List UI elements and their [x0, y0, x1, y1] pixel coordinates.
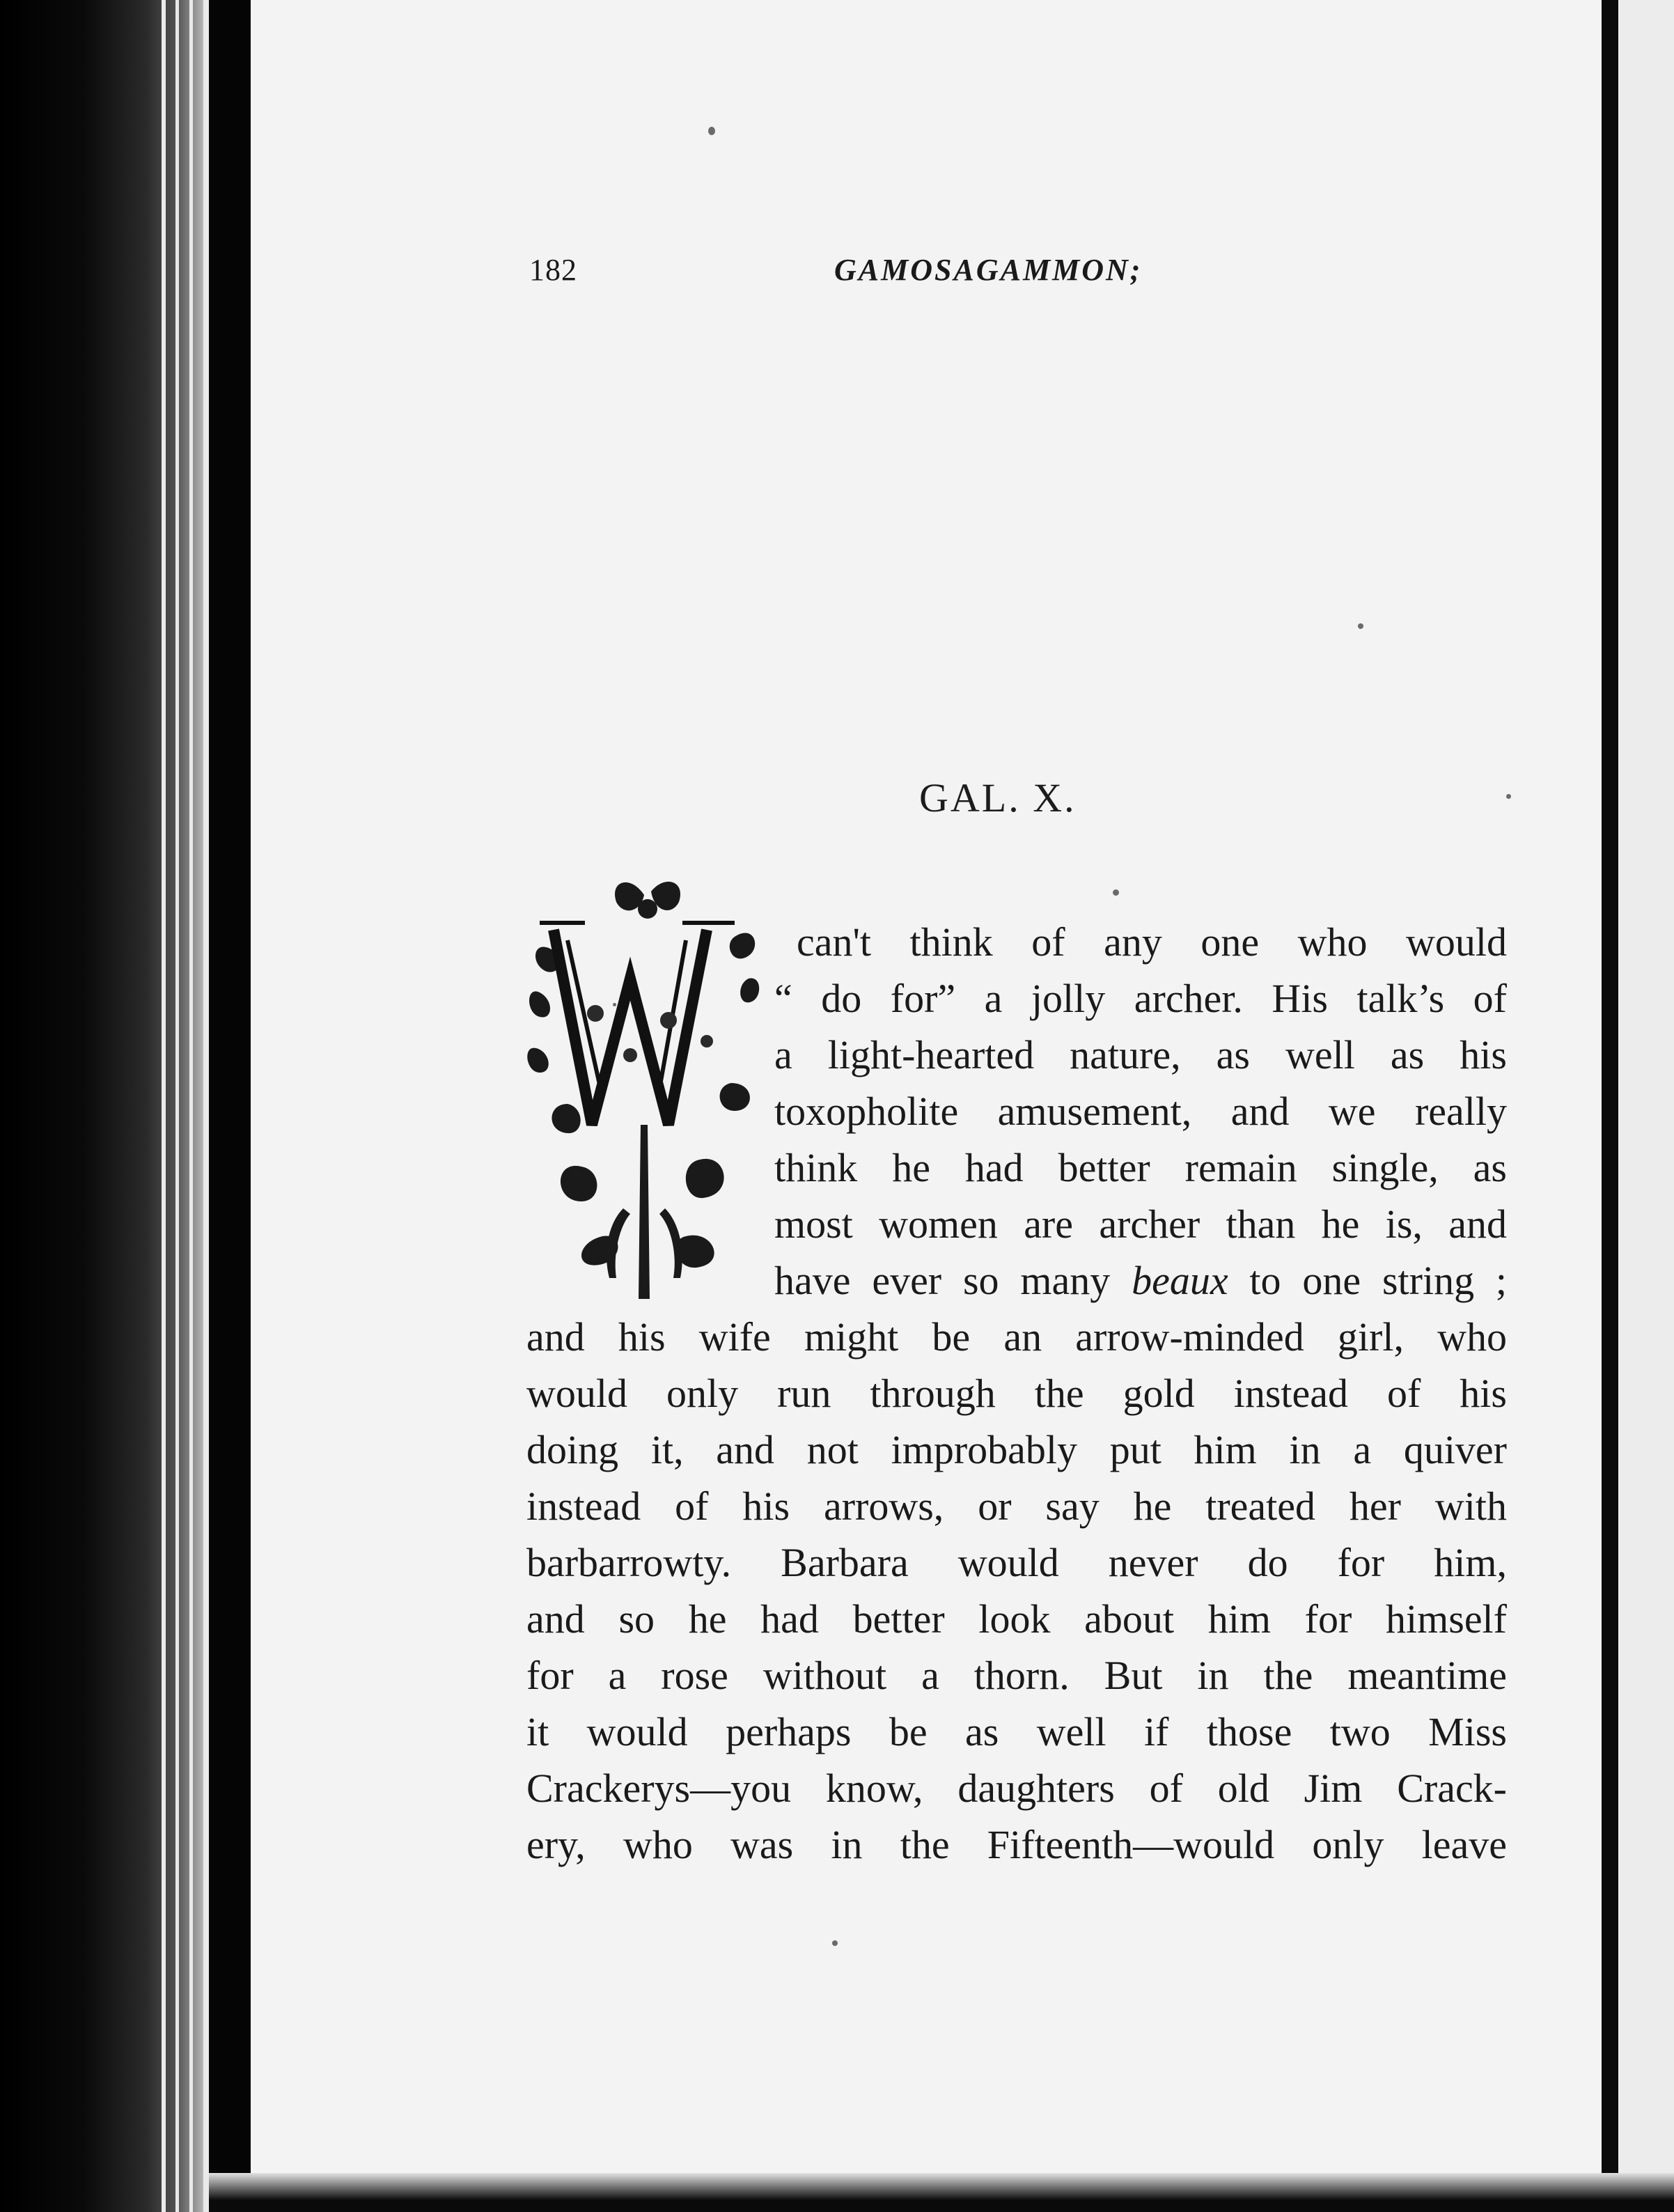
scan-speck	[1506, 794, 1511, 799]
spine-edge-line	[162, 0, 166, 2212]
text-line: a light-hearted nature, as well as his	[774, 1032, 1507, 1077]
text-line: for a rose without a thorn. But in the meantime	[526, 1653, 1507, 1698]
text-line: most women are archer than he is, and	[774, 1201, 1507, 1247]
scan-speck	[1113, 889, 1119, 896]
scan-speck	[1358, 623, 1363, 629]
spine-edge-line	[189, 0, 193, 2212]
text-line: would only run through the gold instead of his	[526, 1371, 1507, 1416]
facing-page-edge	[1618, 0, 1674, 2212]
text-line: think he had better remain single, as	[774, 1145, 1507, 1190]
body-text	[526, 914, 1507, 1873]
text-line	[774, 1252, 1507, 1309]
text-line: ery, who was in the Fifteenth—would only leave	[526, 1822, 1507, 1867]
text-segment: to one string ;	[1249, 1258, 1508, 1303]
text-line: doing it, and not improbably put him in a quiver	[526, 1427, 1507, 1472]
chapter-heading: GAL. X.	[919, 775, 1077, 820]
text-line: toxopholite amusement, and we really	[774, 1089, 1507, 1134]
page-bottom-edge	[209, 2173, 1674, 2212]
text-line: barbarrowty. Barbara would never do for him,	[526, 1540, 1507, 1585]
scan-speck	[708, 127, 715, 135]
text-line: and his wife might be an arrow-minded girl, who	[526, 1314, 1507, 1360]
text-segment: have ever so many	[774, 1258, 1111, 1303]
spine-edge-line	[203, 0, 209, 2212]
running-head	[529, 252, 1226, 301]
running-title: GAMOSAGAMMON;	[834, 253, 1143, 287]
text-line: it would perhaps be as well if those two Miss	[526, 1709, 1507, 1754]
text-line: “ do for” a jolly archer. His talk’s of	[774, 976, 1507, 1021]
text-line: and so he had better look about him for himself	[526, 1596, 1507, 1642]
text-line: Crackerys—you know, daughters of old Jim Crack-	[526, 1766, 1507, 1811]
italic-word: beaux	[1132, 1258, 1228, 1303]
page-number: 182	[529, 253, 577, 287]
spine-edge-line	[175, 0, 179, 2212]
text-line: can't think of any one who would	[797, 919, 1507, 965]
scan-speck	[832, 1940, 838, 1946]
text-line: instead of his arrows, or say he treated her with	[526, 1483, 1507, 1529]
page-gutter-right	[1602, 0, 1618, 2212]
